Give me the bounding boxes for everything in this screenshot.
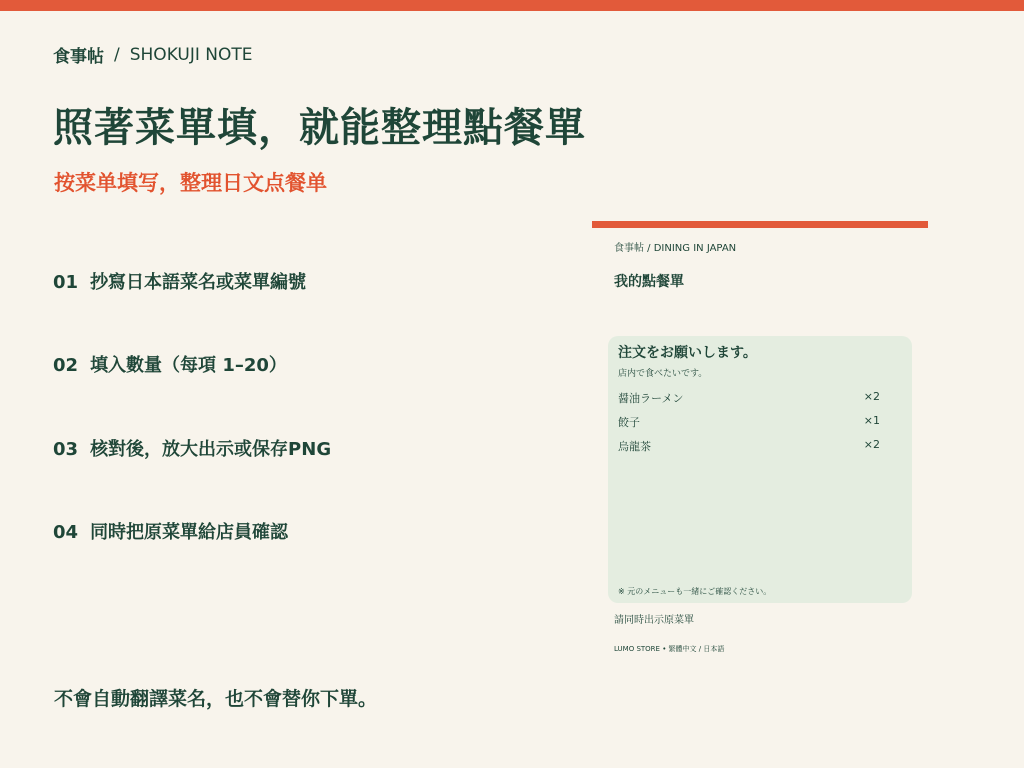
order-item-name: 醤油ラーメン (618, 392, 684, 405)
disclaimer-text: 不會自動翻譯菜名，也不會替你下單。 (54, 688, 378, 710)
order-subheading: 店内で食べたいです。 (618, 369, 708, 379)
brand-latin: SHOKUJI NOTE (129, 44, 253, 65)
page-headline: 照著菜單填，就能整理點餐單 (53, 105, 586, 151)
step-item-3 (53, 435, 331, 461)
step-text: 核對後，放大出示或保存PNG (90, 439, 332, 460)
order-item (618, 414, 880, 430)
page-subheadline: 按菜单填写，整理日文点餐单 (54, 171, 327, 195)
top-accent-bar (0, 0, 1024, 11)
order-item-name: 餃子 (618, 416, 640, 429)
step-text: 填入數量（每項 1–20） (90, 355, 287, 376)
order-item-qty: ×1 (863, 414, 880, 427)
order-item (618, 438, 880, 454)
step-number: 03 (53, 439, 79, 460)
order-item-qty: ×2 (863, 390, 880, 403)
step-text: 同時把原菜單給店員確認 (90, 522, 289, 543)
step-item-2 (53, 351, 287, 377)
preview-accent-bar (592, 221, 928, 228)
step-item-1 (53, 268, 306, 294)
preview-brand: 食事帖 / DINING IN JAPAN (614, 243, 737, 254)
preview-footer: LUMO STORE • 繁體中文 / 日本語 (614, 645, 725, 653)
step-number: 01 (53, 272, 79, 293)
brand-cjk: 食事帖 (53, 47, 104, 67)
order-item-qty: ×2 (863, 438, 880, 451)
order-note: ※ 元のメニューも一緒にご確認ください。 (618, 587, 772, 596)
order-heading: 注文をお願いします。 (618, 345, 757, 361)
brand-separator: / (114, 44, 120, 65)
step-text: 抄寫日本語菜名或菜單編號 (90, 272, 307, 293)
order-item (618, 390, 880, 406)
preview-title: 我的點餐單 (614, 274, 684, 290)
order-item-name: 烏龍茶 (618, 440, 651, 453)
step-item-4 (53, 518, 288, 544)
show-menu-note: 請同時出示原菜單 (614, 615, 694, 626)
brand-logo (53, 42, 252, 67)
order-sheet-panel (608, 336, 912, 603)
step-number: 02 (53, 355, 79, 376)
step-number: 04 (53, 522, 79, 543)
